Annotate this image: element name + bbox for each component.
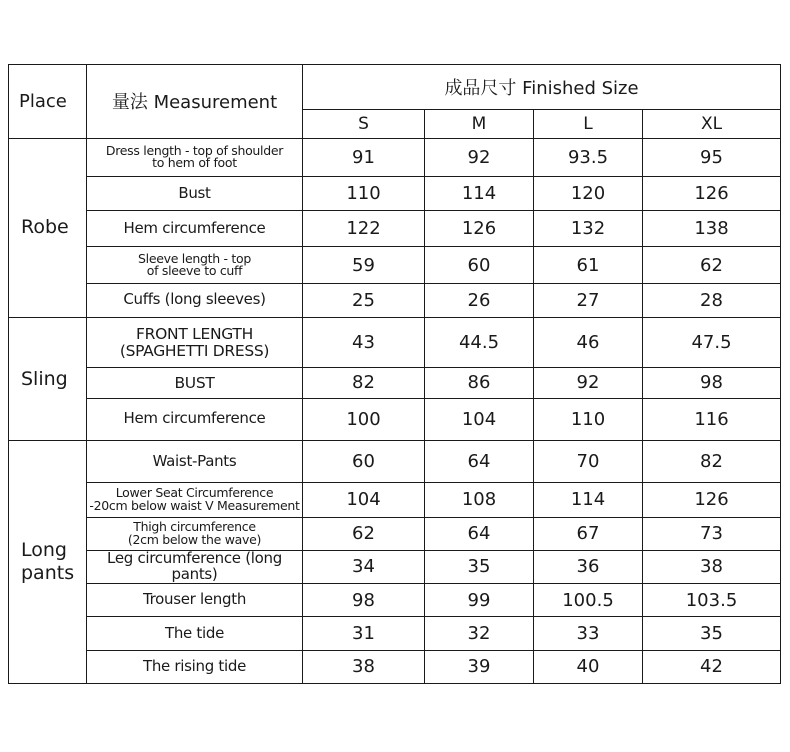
size-value-m: 99 <box>425 584 534 617</box>
table-row <box>9 398 781 440</box>
size-value-m: 64 <box>425 517 534 550</box>
size-value-l: 67 <box>534 517 643 550</box>
table-row <box>9 584 781 617</box>
table-row <box>9 440 781 482</box>
measurement-label: Cuffs (long sleeves) <box>87 283 303 317</box>
measurement-label: BUST <box>87 368 303 398</box>
size-value-m: 86 <box>425 368 534 398</box>
table-row <box>9 650 781 683</box>
size-value-xl: 126 <box>643 483 781 517</box>
size-value-xl: 138 <box>643 211 781 247</box>
size-value-l: 110 <box>534 398 643 440</box>
measurement-label: Dress length - top of shoulder to hem of foot <box>87 138 303 176</box>
size-value-xl: 35 <box>643 617 781 650</box>
size-value-m: 64 <box>425 440 534 482</box>
size-value-m: 60 <box>425 247 534 283</box>
table-row <box>9 176 781 210</box>
size-value-m: 92 <box>425 138 534 176</box>
size-value-xl: 73 <box>643 517 781 550</box>
size-header-s: S <box>303 110 425 138</box>
measurement-header: 量法 Measurement <box>87 65 303 139</box>
table-row <box>9 283 781 317</box>
size-value-m: 104 <box>425 398 534 440</box>
size-value-m: 26 <box>425 283 534 317</box>
size-value-xl: 116 <box>643 398 781 440</box>
size-value-s: 82 <box>303 368 425 398</box>
size-value-s: 110 <box>303 176 425 210</box>
size-value-xl: 42 <box>643 650 781 683</box>
size-value-s: 91 <box>303 138 425 176</box>
size-header-xl: XL <box>643 110 781 138</box>
table-row <box>9 317 781 367</box>
size-value-m: 126 <box>425 211 534 247</box>
size-value-l: 120 <box>534 176 643 210</box>
group-robe: Robe <box>9 138 87 317</box>
measurement-label: The tide <box>87 617 303 650</box>
size-value-s: 60 <box>303 440 425 482</box>
measurement-label: Leg circumference (long pants) <box>87 550 303 583</box>
size-value-s: 34 <box>303 550 425 583</box>
measurement-label: Hem circumference <box>87 211 303 247</box>
measurement-label: Waist-Pants <box>87 440 303 482</box>
size-value-s: 31 <box>303 617 425 650</box>
size-value-l: 40 <box>534 650 643 683</box>
size-value-xl: 47.5 <box>643 317 781 367</box>
size-chart-table <box>8 64 781 684</box>
size-value-s: 98 <box>303 584 425 617</box>
size-value-s: 62 <box>303 517 425 550</box>
size-value-xl: 98 <box>643 368 781 398</box>
finished-size-header: 成品尺寸 Finished Size <box>303 65 781 110</box>
size-value-s: 25 <box>303 283 425 317</box>
measurement-label: The rising tide <box>87 650 303 683</box>
group-sling: Sling <box>9 317 87 440</box>
place-header: Place <box>9 65 87 139</box>
size-value-m: 39 <box>425 650 534 683</box>
table-row <box>9 617 781 650</box>
measurement-label: Bust <box>87 176 303 210</box>
size-value-xl: 95 <box>643 138 781 176</box>
measurement-label: Sleeve length - top of sleeve to cuff <box>87 247 303 283</box>
header-row-top <box>9 65 781 110</box>
group-long-pants: Long pants <box>9 440 87 683</box>
size-value-xl: 126 <box>643 176 781 210</box>
table-row <box>9 550 781 583</box>
table-row <box>9 483 781 517</box>
size-value-s: 104 <box>303 483 425 517</box>
size-value-xl: 62 <box>643 247 781 283</box>
size-value-s: 59 <box>303 247 425 283</box>
table-row <box>9 138 781 176</box>
size-value-xl: 28 <box>643 283 781 317</box>
table-row <box>9 247 781 283</box>
measurement-label: Thigh circumference (2cm below the wave) <box>87 517 303 550</box>
size-value-m: 114 <box>425 176 534 210</box>
size-value-l: 114 <box>534 483 643 517</box>
size-value-l: 100.5 <box>534 584 643 617</box>
size-value-l: 132 <box>534 211 643 247</box>
size-value-m: 32 <box>425 617 534 650</box>
size-header-l: L <box>534 110 643 138</box>
size-value-s: 100 <box>303 398 425 440</box>
size-header-m: M <box>425 110 534 138</box>
table-row <box>9 517 781 550</box>
size-value-xl: 38 <box>643 550 781 583</box>
size-value-l: 33 <box>534 617 643 650</box>
size-value-s: 122 <box>303 211 425 247</box>
size-value-l: 93.5 <box>534 138 643 176</box>
size-value-xl: 103.5 <box>643 584 781 617</box>
size-value-l: 27 <box>534 283 643 317</box>
size-value-l: 36 <box>534 550 643 583</box>
measurement-label: Hem circumference <box>87 398 303 440</box>
size-value-l: 70 <box>534 440 643 482</box>
measurement-label: Trouser length <box>87 584 303 617</box>
size-value-m: 108 <box>425 483 534 517</box>
size-value-m: 44.5 <box>425 317 534 367</box>
size-value-l: 92 <box>534 368 643 398</box>
size-value-m: 35 <box>425 550 534 583</box>
table-row <box>9 368 781 398</box>
size-value-l: 61 <box>534 247 643 283</box>
size-value-l: 46 <box>534 317 643 367</box>
size-value-s: 43 <box>303 317 425 367</box>
size-value-s: 38 <box>303 650 425 683</box>
measurement-label: Lower Seat Circumference -20cm below waist V Measurement <box>87 483 303 517</box>
measurement-label: FRONT LENGTH (SPAGHETTI DRESS) <box>87 317 303 367</box>
size-value-xl: 82 <box>643 440 781 482</box>
table-row <box>9 211 781 247</box>
